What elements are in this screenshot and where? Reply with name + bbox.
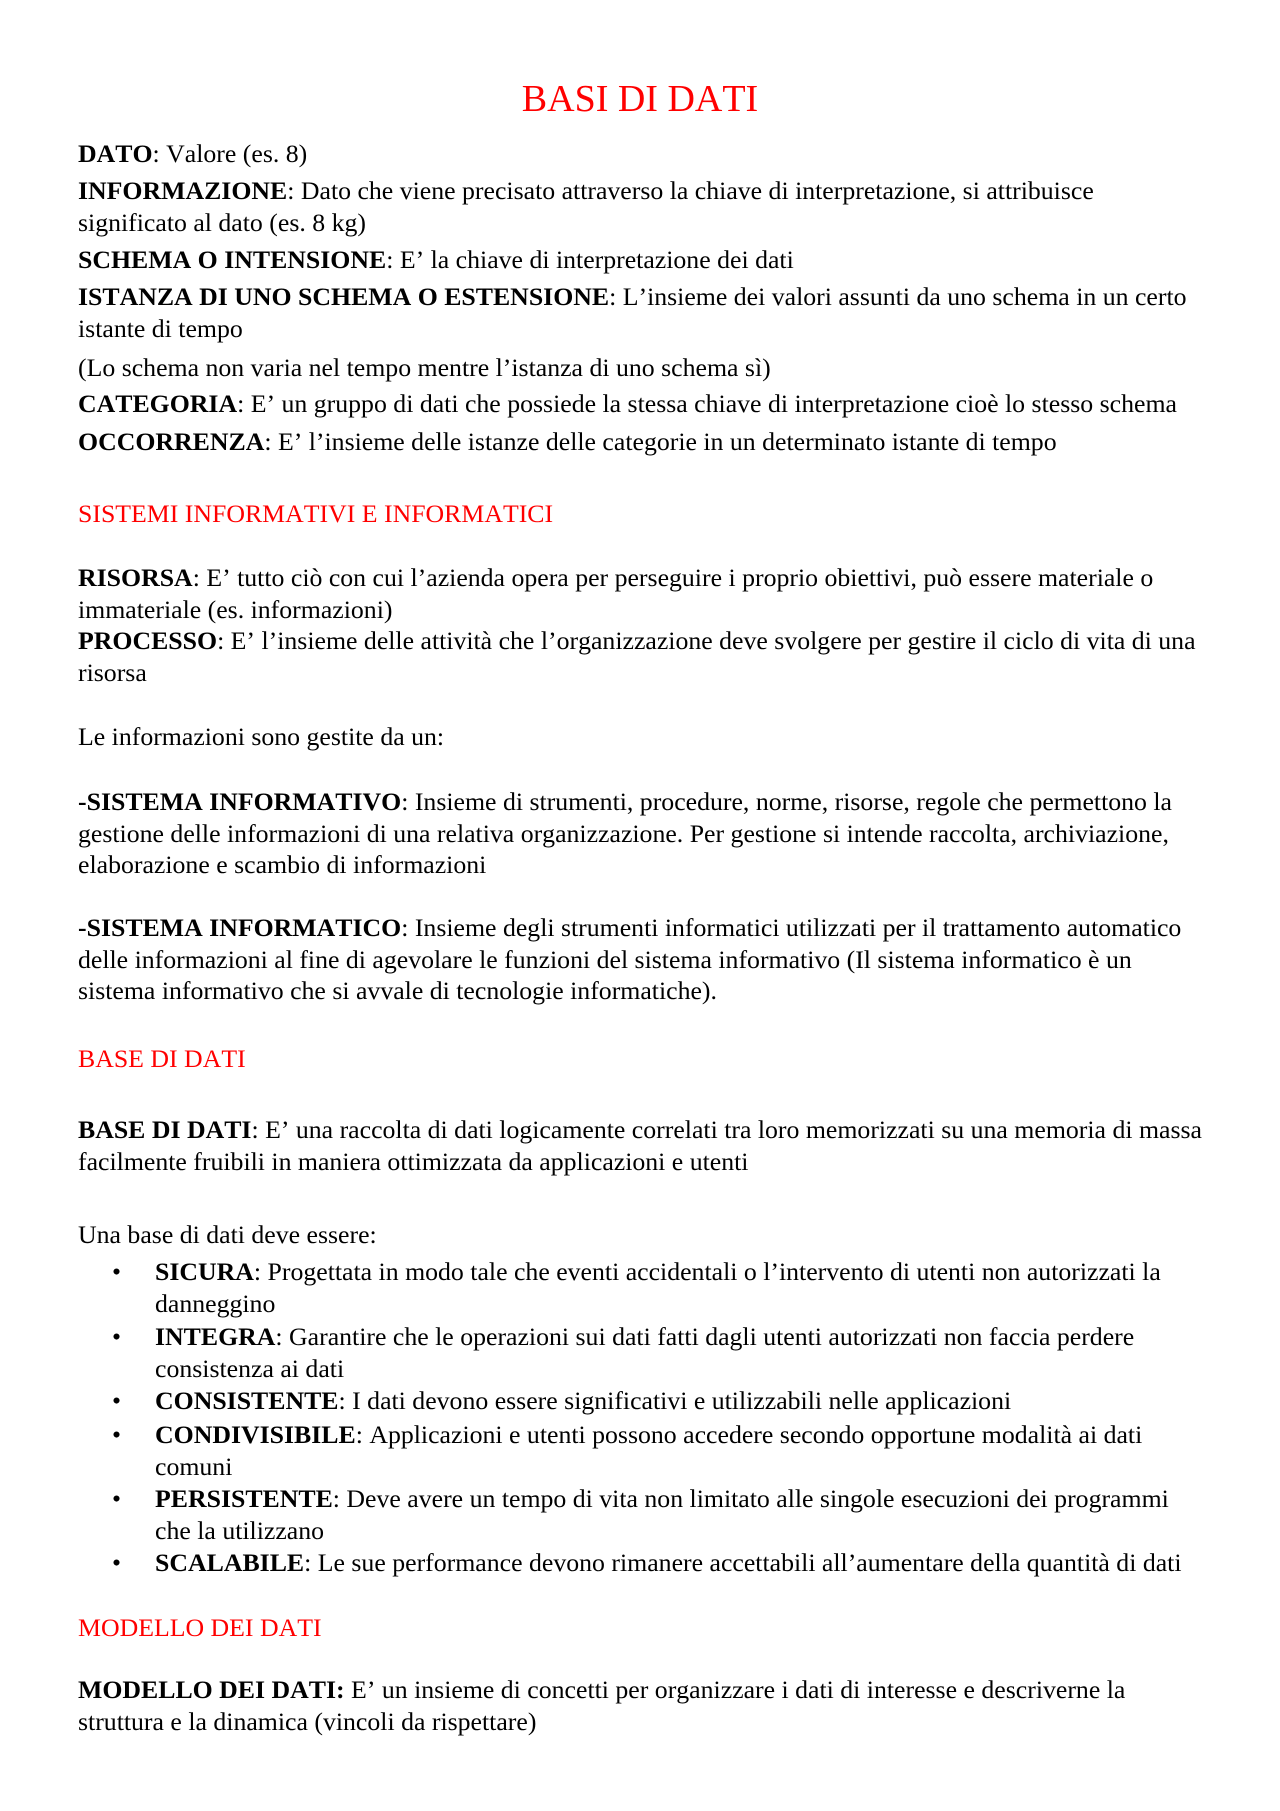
- definition-term: RISORSA: [78, 563, 193, 592]
- definition-term: SCHEMA O INTENSIONE: [78, 245, 387, 274]
- properties-lead: [78, 1219, 1258, 1251]
- bullet-icon: [112, 1256, 121, 1288]
- property-text: : Le sue performance devono rimanere accettabili all’aumentare della quantità di dati: [304, 1548, 1182, 1577]
- lead-text: Una base di dati deve essere:: [78, 1220, 377, 1249]
- definition-modello-dei-dati: [78, 1674, 1258, 1737]
- property-scalabile: [112, 1547, 1255, 1579]
- definition-term: INFORMAZIONE: [78, 176, 288, 205]
- bullet-icon: [112, 1483, 121, 1515]
- property-term: PERSISTENTE: [155, 1484, 333, 1513]
- property-text: : Applicazioni e utenti possono accedere secondo opportune modalità ai dati comuni: [155, 1420, 1143, 1481]
- systems-lead: [78, 721, 1258, 753]
- property-term: SCALABILE: [155, 1548, 305, 1577]
- property-term: INTEGRA: [155, 1322, 276, 1351]
- definition-base-di-dati: [78, 1114, 1258, 1177]
- definition-text: : E’ una raccolta di dati logicamente correlati tra loro memorizzati su una memoria di massa facilmente fruibili in maniera ottimizzata da applicazioni e utenti: [78, 1115, 1202, 1176]
- property-text: : Garantire che le operazioni sui dati fatti dagli utenti autorizzati non faccia perdere consistenza ai dati: [155, 1322, 1135, 1383]
- definition-text: : Valore (es. 8): [152, 139, 308, 168]
- definition-categoria: [78, 388, 1258, 420]
- definition-informazione: [78, 175, 1258, 238]
- definition-text: : E’ tutto ciò con cui l’azienda opera per perseguire i proprio obiettivi, può essere materiale o immateriale (es. informazioni): [78, 563, 1154, 624]
- definition-term: ISTANZA DI UNO SCHEMA O ESTENSIONE: [78, 282, 610, 311]
- property-condivisibile: [112, 1419, 1255, 1482]
- definition-term: -SISTEMA INFORMATICO: [78, 913, 402, 942]
- definition-processo: [78, 625, 1258, 688]
- definition-text: : Dato che viene precisato attraverso la chiave di interpretazione, si attribuisce significato al dato (es. 8 kg): [78, 176, 1094, 237]
- bullet-icon: [112, 1547, 121, 1579]
- definition-text: : Insieme degli strumenti informatici utilizzati per il trattamento automatico delle informazioni al fine di agevolare le funzioni del sistema informativo (Il sistema informatico è un sistema informativo che si avvale di tecnologie informatiche).: [78, 913, 1182, 1006]
- document-title: BASI DI DATI: [521, 78, 759, 120]
- lead-text: Le informazioni sono gestite da un:: [78, 722, 445, 751]
- definition-occorrenza: [78, 426, 1258, 458]
- bullet-icon: [112, 1385, 121, 1417]
- property-text: : Deve avere un tempo di vita non limitato alle singole esecuzioni dei programmi che la utilizzano: [155, 1484, 1169, 1545]
- property-persistente: [112, 1483, 1255, 1546]
- definition-schema: [78, 244, 1258, 276]
- definition-text: : Insieme di strumenti, procedure, norme, risorse, regole che permettono la gestione delle informazioni di una relativa organizzazione. Per gestione si intende raccolta, archiviazione, elaborazione e scambio di informazioni: [78, 787, 1173, 880]
- property-sicura: [112, 1256, 1255, 1319]
- property-consistente: [112, 1385, 1255, 1417]
- definition-istanza: [78, 281, 1258, 344]
- property-text: : I dati devono essere significativi e utilizzabili nelle applicazioni: [338, 1386, 1012, 1415]
- definition-text: : L’insieme dei valori assunti da uno schema in un certo istante di tempo: [78, 282, 1187, 343]
- definition-text: : E’ l’insieme delle istanze delle categorie in un determinato istante di tempo: [264, 427, 1057, 456]
- property-text: : Progettata in modo tale che eventi accidentali o l’intervento di utenti non autorizzati la danneggino: [155, 1257, 1161, 1318]
- note-text: (Lo schema non varia nel tempo mentre l’istanza di uno schema sì): [78, 353, 771, 382]
- definition-text: : E’ l’insieme delle attività che l’organizzazione deve svolgere per gestire il ciclo di vita di una risorsa: [78, 626, 1196, 687]
- definition-sistema-informatico: [78, 912, 1258, 1007]
- definition-text: E’ un insieme di concetti per organizzare i dati di interesse e descriverne la struttura e la dinamica (vincoli da rispettare): [78, 1675, 1126, 1736]
- definition-risorsa: [78, 562, 1258, 625]
- property-term: CONSISTENTE: [155, 1386, 339, 1415]
- definition-term: OCCORRENZA: [78, 427, 265, 456]
- property-term: SICURA: [155, 1257, 254, 1286]
- definition-term: -SISTEMA INFORMATIVO: [78, 787, 402, 816]
- definition-text: : E’ la chiave di interpretazione dei dati: [386, 245, 794, 274]
- property-term: CONDIVISIBILE: [155, 1420, 356, 1449]
- property-integra: [112, 1321, 1255, 1384]
- definition-dato: [78, 138, 1258, 170]
- bullet-icon: [112, 1419, 121, 1451]
- definition-term: DATO: [78, 139, 153, 168]
- definition-term: BASE DI DATI: [78, 1115, 252, 1144]
- definition-term: MODELLO DEI DATI:: [78, 1675, 345, 1704]
- definition-text: : E’ un gruppo di dati che possiede la stessa chiave di interpretazione cioè lo stesso schema: [237, 389, 1177, 418]
- bullet-icon: [112, 1321, 121, 1353]
- section-heading-sistemi: SISTEMI INFORMATIVI E INFORMATICI: [78, 499, 554, 528]
- definition-term: CATEGORIA: [78, 389, 238, 418]
- section-heading-base-di-dati: BASE DI DATI: [78, 1044, 246, 1073]
- definition-sistema-informativo: [78, 786, 1258, 881]
- schema-note: [78, 352, 1258, 384]
- definition-term: PROCESSO: [78, 626, 218, 655]
- section-heading-modello-dei-dati: MODELLO DEI DATI: [78, 1613, 322, 1642]
